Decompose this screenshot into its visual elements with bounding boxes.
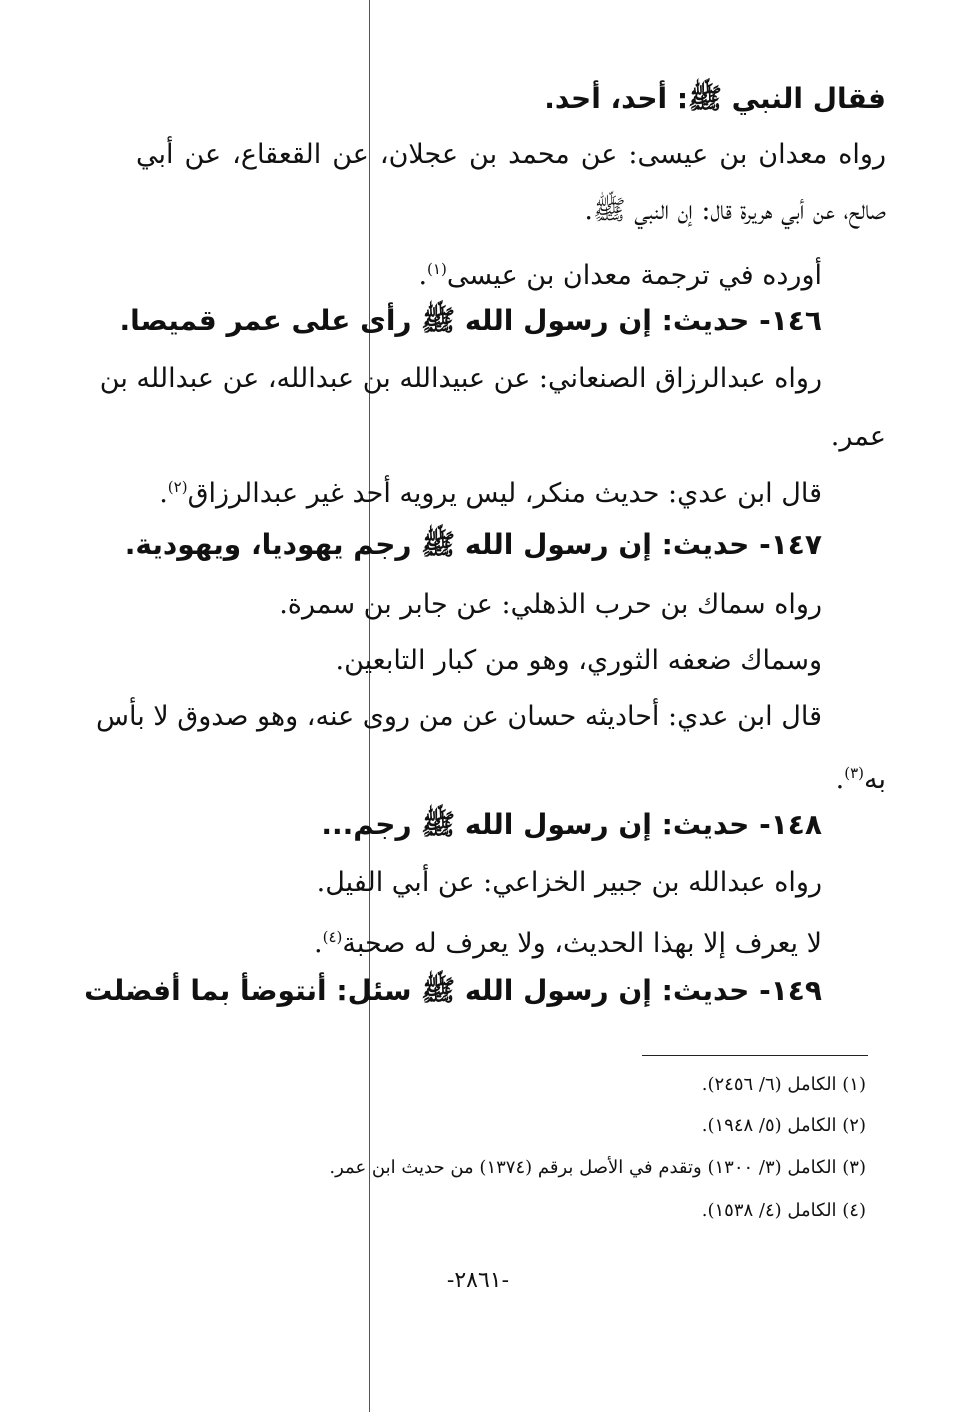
text-span: أورده في ترجمة معدان بن عيسى (446, 260, 822, 291)
text-line: رواه عبدالرزاق الصنعاني: عن عبيدالله بن عبدالله، عن عبدالله بن (99, 363, 822, 394)
punctuation: . (313, 928, 323, 959)
text-span: به (864, 764, 886, 795)
text-line (836, 756, 886, 797)
hadith-heading-149: ١٤٩- حديث: إن رسول الله ﷺ سئل: أنتوضأ بما أفضلت (84, 974, 822, 1007)
text-line: رواه سماك بن حرب الذهلي: عن جابر بن سمرة. (279, 589, 822, 620)
text-line: قال ابن عدي: أحاديثه حسان عن من روى عنه، وهو صدوق لا بأس (96, 701, 822, 732)
text-line (314, 920, 822, 961)
footnote-ref: (١) (427, 260, 447, 278)
footnote-ref: (٢) (167, 478, 188, 496)
footnote-2: (٢) الكامل (٥/ ١٩٤٨). (701, 1115, 866, 1136)
text-line: صالح، عن أبي هريرة قال: إن النبي ﷺ. (584, 195, 886, 226)
punctuation: . (418, 260, 428, 291)
footnote-4: (٤) الكامل (٤/ ١٥٣٨). (701, 1200, 866, 1221)
text-line: رواه عبدالله بن جبير الخزاعي: عن أبي الفيل. (316, 867, 822, 898)
punctuation: . (159, 478, 168, 509)
hadith-heading-148: ١٤٨- حديث: إن رسول الله ﷺ رجم... (321, 808, 822, 841)
text-line: وسماك ضعفه الثوري، وهو من كبار التابعين. (335, 645, 822, 676)
footnote-ref: (٣) (844, 764, 864, 782)
hadith-line: فقال النبي ﷺ: أحد، أحد. (544, 82, 886, 115)
text-line: عمر. (830, 421, 886, 452)
text-line (159, 470, 822, 511)
footnote-3: (٣) الكامل (٣/ ١٣٠٠) وتقدم في الأصل برقم (١٣٧٤) من حديث ابن عمر. (329, 1157, 866, 1178)
text-span: لا يعرف إلا بهذا الحديث، ولا يعرف له صحبة (342, 928, 822, 959)
footnote-1: (١) الكامل (٦/ ٢٤٥٦). (701, 1074, 866, 1095)
punctuation: . (835, 764, 845, 795)
text-line (418, 252, 822, 293)
footnote-ref: (٤) (322, 928, 343, 946)
hadith-heading-147: ١٤٧- حديث: إن رسول الله ﷺ رجم يهوديا، ويهودية. (124, 528, 822, 561)
text-span: قال ابن عدي: حديث منكر، ليس يرويه أحد غير عبدالرزاق (187, 478, 822, 509)
hadith-heading-146: ١٤٦- حديث: إن رسول الله ﷺ رأى على عمر قميصا. (119, 304, 822, 337)
text-line: رواه معدان بن عيسى: عن محمد بن عجلان، عن القعقاع، عن أبي (136, 139, 886, 170)
page-number: -٢٨٦١- (446, 1268, 510, 1293)
footnote-separator (642, 1055, 868, 1056)
